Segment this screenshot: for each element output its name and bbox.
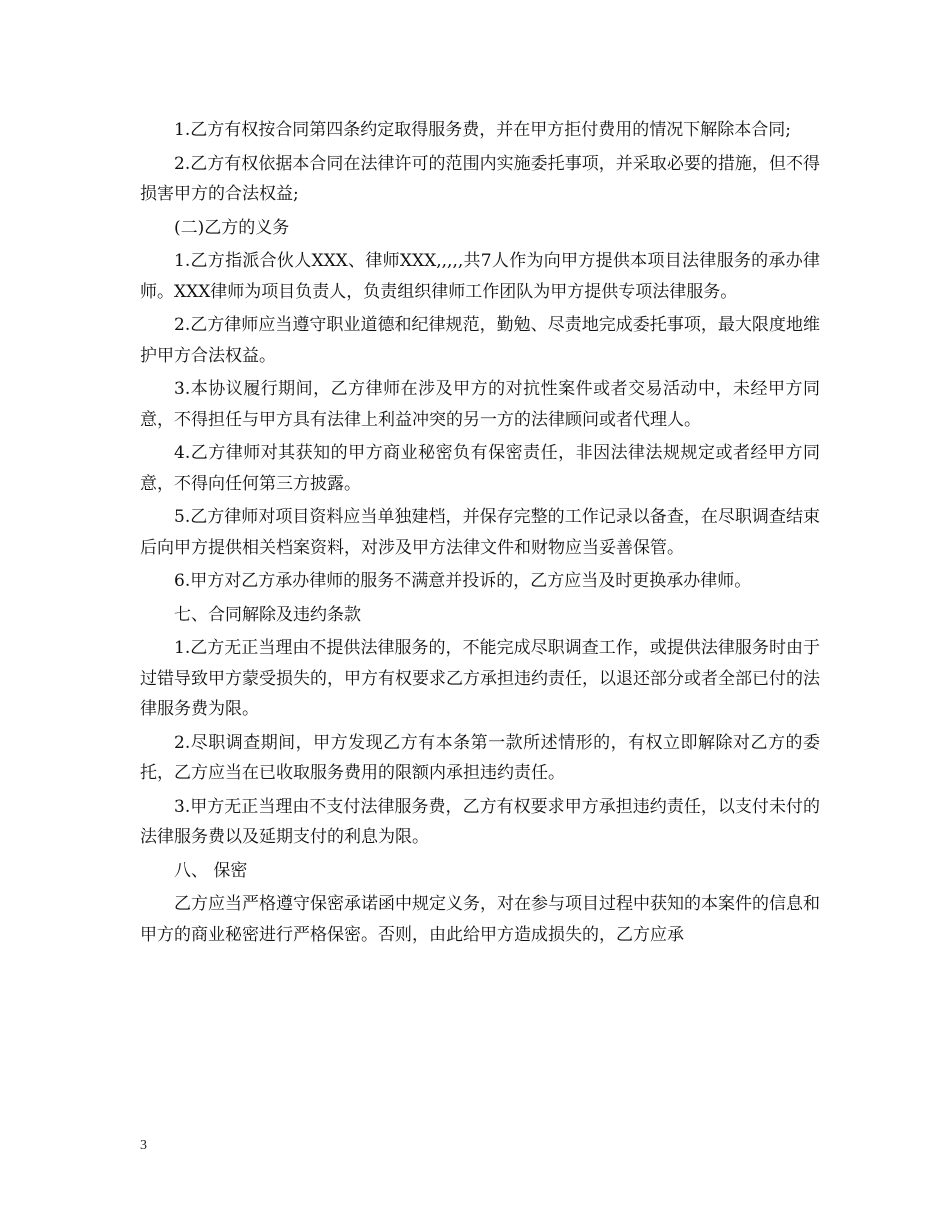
paragraph-obligation-5: 5.乙方律师对项目资料应当单独建档，并保存完整的工作记录以备查，在尽职调查结束后向甲方提供相关档案资料，对涉及甲方法律文件和财物应当妥善保管。 — [140, 507, 820, 558]
paragraph-termination-1: 1.乙方无正当理由不提供法律服务的，不能完成尽职调查工作，或提供法律服务时由于过错导致甲方蒙受损失的，甲方有权要求乙方承担违约责任，以退还部分或者全部已付的法律服务费为限。 — [140, 638, 820, 719]
section-heading-obligations: (二)乙方的义务 — [174, 217, 290, 238]
section-heading-confidentiality: 八、 保密 — [174, 860, 248, 881]
paragraph-obligation-6: 6.甲方对乙方承办律师的服务不满意并投诉的，乙方应当及时更换承办律师。 — [174, 571, 752, 591]
paragraph-confidentiality: 乙方应当严格遵守保密承诺函中规定义务，对在参与项目过程中获知的本案件的信息和甲方的商业秘密进行严格保密。否则，由此给甲方造成损失的，乙方应承 — [140, 894, 820, 945]
paragraph-obligation-2: 2.乙方律师应当遵守职业道德和纪律规范，勤勉、尽责地完成委托事项，最大限度地维护甲方合法权益。 — [140, 315, 820, 366]
paragraph-termination-2: 2.尽职调查期间，甲方发现乙方有本条第一款所述情形的，有权立即解除对乙方的委托，乙方应当在已收取服务费用的限额内承担违约责任。 — [140, 732, 820, 783]
page-number: 3 — [140, 1138, 147, 1153]
paragraph-right-1: 1.乙方有权按合同第四条约定取得服务费，并在甲方拒付费用的情况下解除本合同; — [174, 120, 791, 140]
paragraph-obligation-4: 4.乙方律师对其获知的甲方商业秘密负有保密责任，非因法律法规规定或者经甲方同意，不得向任何第三方披露。 — [140, 443, 820, 494]
paragraph-right-2: 2.乙方有权依据本合同在法律许可的范围内实施委托事项，并采取必要的措施，但不得损害甲方的合法权益; — [140, 153, 820, 204]
paragraph-obligation-3: 3.本协议履行期间，乙方律师在涉及甲方的对抗性案件或者交易活动中，未经甲方同意，不得担任与甲方具有法律上利益冲突的另一方的法律顾问或者代理人。 — [140, 379, 820, 430]
paragraph-obligation-1: 1.乙方指派合伙人XXX、律师XXX,,,,,共7人作为向甲方提供本项目法律服务的承办律师。XXX律师为项目负责人，负责组织律师工作团队为甲方提供专项法律服务。 — [140, 251, 820, 302]
paragraph-termination-3: 3.甲方无正当理由不支付法律服务费，乙方有权要求甲方承担违约责任，以支付未付的法律服务费以及延期支付的利息为限。 — [140, 796, 820, 847]
section-heading-termination: 七、合同解除及违约条款 — [174, 604, 361, 625]
document-body — [140, 115, 820, 953]
